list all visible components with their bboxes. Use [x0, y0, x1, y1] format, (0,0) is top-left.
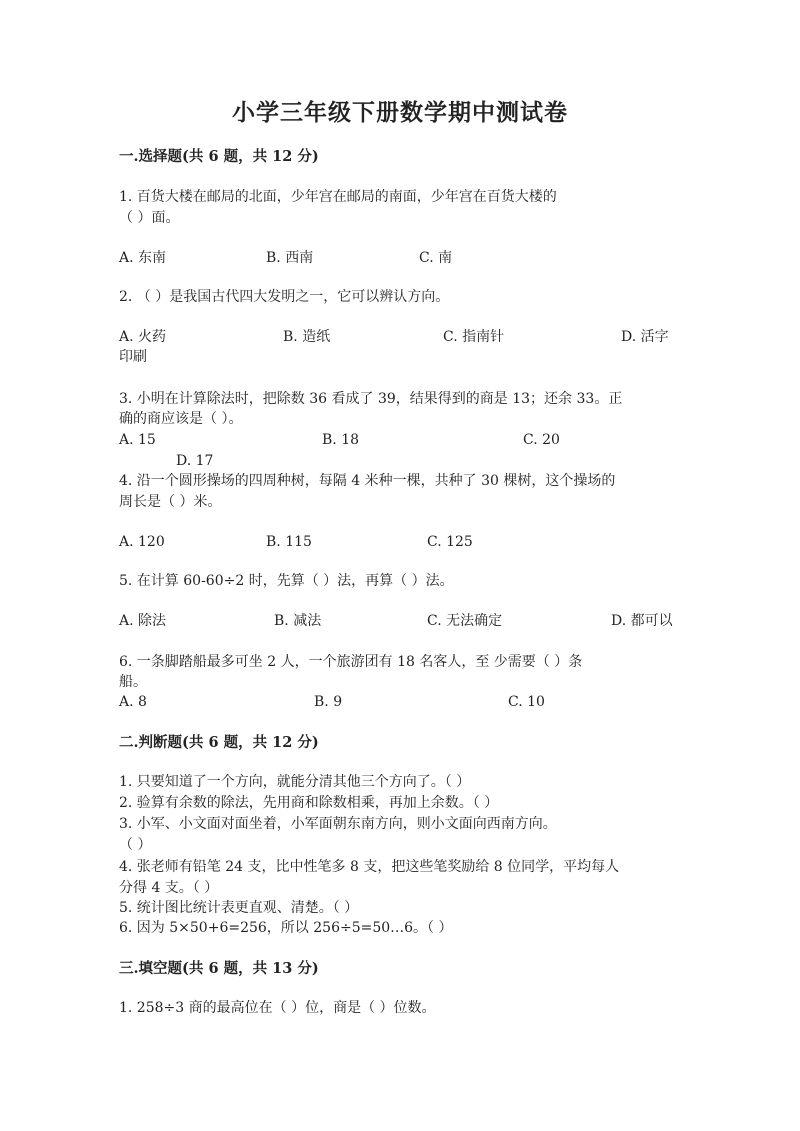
question-6-option-c: C. 10: [508, 694, 545, 710]
question-2-option-b: B. 造纸: [283, 329, 331, 345]
judge-line-4: （ ）: [119, 837, 152, 853]
question-4-line-2: 周长是（ ）米。: [119, 494, 222, 510]
question-2-option-wrap: 印刷: [119, 349, 147, 365]
question-1-option-a: A. 东南: [119, 250, 167, 266]
section-heading-judge: 二.判断题(共 6 题，共 12 分): [119, 734, 319, 751]
question-5-option-b: B. 减法: [274, 613, 322, 629]
judge-line-6: 分得 4 支。（ ）: [119, 880, 219, 896]
section-heading-choice: 一.选择题(共 6 题，共 12 分): [119, 148, 319, 165]
question-1-option-c: C. 南: [419, 250, 453, 266]
judge-line-2: 2. 验算有余数的除法，先用商和除数相乘，再加上余数。（ ）: [119, 795, 499, 811]
judge-line-7: 5. 统计图比统计表更直观、清楚。（ ）: [119, 900, 359, 916]
judge-line-5: 4. 张老师有铅笔 24 支，比中性笔多 8 支，把这些笔奖励给 8 位同学，平均每人: [119, 859, 620, 875]
question-1-line-1: 1. 百货大楼在邮局的北面，少年宫在邮局的南面，少年宫在百货大楼的: [119, 189, 557, 205]
question-3-option-a: A. 15: [119, 432, 156, 448]
question-4-option-c: C. 125: [427, 534, 473, 550]
question-4-option-b: B. 115: [266, 534, 312, 550]
question-6-line-2: 船。: [119, 674, 147, 690]
question-3-option-b: B. 18: [322, 432, 360, 448]
fill-line-1: 1. 258÷3 商的最高位在（ ）位，商是（ ）位数。: [119, 1000, 436, 1016]
judge-line-8: 6. 因为 5×50+6=256，所以 256÷5=50…6。（ ）: [119, 920, 453, 936]
question-5-line-1: 5. 在计算 60-60÷2 时，先算（ ）法，再算（ ）法。: [119, 573, 454, 589]
question-2-option-a: A. 火药: [119, 329, 167, 345]
question-6-option-a: A. 8: [119, 694, 147, 710]
judge-line-3: 3. 小军、小文面对面坐着，小军面朝东南方向，则小文面向西南方向。: [119, 816, 557, 832]
judge-line-1: 1. 只要知道了一个方向，就能分清其他三个方向了。（ ）: [119, 774, 471, 790]
question-5-option-c: C. 无法确定: [427, 613, 503, 629]
question-2-option-d: D. 活字: [621, 329, 669, 345]
question-2-option-c: C. 指南针: [443, 329, 505, 345]
page-title: 小学三年级下册数学期中测试卷: [232, 99, 568, 126]
section-heading-fill: 三.填空题(共 6 题，共 13 分): [119, 960, 319, 977]
question-4-line-1: 4. 沿一个圆形操场的四周种树，每隔 4 米种一棵，共种了 30 棵树，这个操场的: [119, 473, 616, 489]
question-1-line-2: （ ）面。: [119, 210, 180, 226]
question-3-option-d: D. 17: [176, 453, 214, 469]
question-3-line-1: 3. 小明在计算除法时，把除数 36 看成了 39，结果得到的商是 13；还余 33。正: [119, 391, 623, 407]
question-5-option-d: D. 都可以: [611, 613, 673, 629]
question-6-line-1: 6. 一条脚踏船最多可坐 2 人，一个旅游团有 18 名客人，至 少需要（ ）条: [119, 654, 583, 670]
question-3-line-2: 确的商应该是（ ）。: [119, 411, 243, 427]
question-3-option-c: C. 20: [523, 432, 560, 448]
question-5-option-a: A. 除法: [119, 613, 167, 629]
question-1-option-b: B. 西南: [266, 250, 314, 266]
question-4-option-a: A. 120: [119, 534, 165, 550]
question-2-line-1: 2. （ ）是我国古代四大发明之一，它可以辨认方向。: [119, 289, 450, 305]
question-6-option-b: B. 9: [314, 694, 343, 710]
